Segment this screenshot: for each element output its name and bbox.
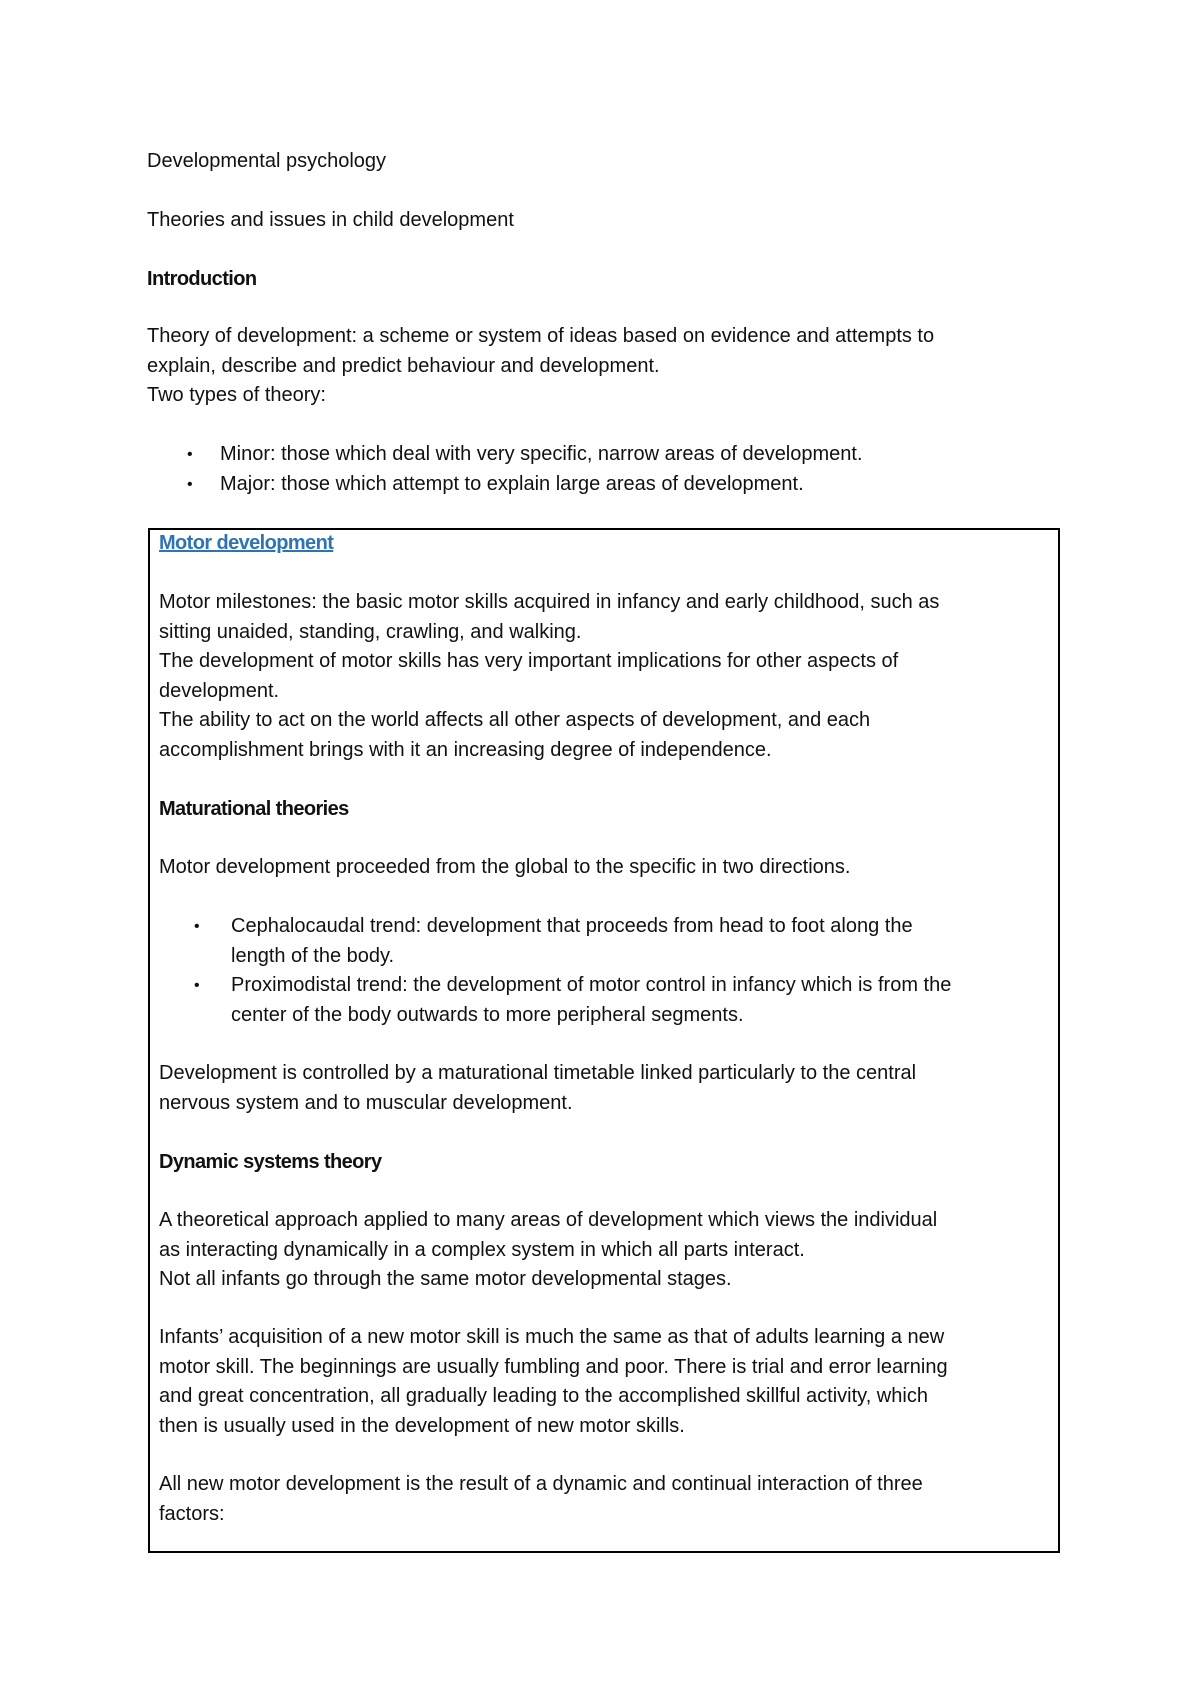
paragraph-line: motor skill. The beginnings are usually fumbling and poor. There is trial and error learning [159,1355,948,1378]
paragraph-line: Development is controlled by a maturational timetable linked particularly to the central [159,1062,917,1084]
intro-heading: Introduction [147,268,257,290]
list-item-text: length of the body. [231,944,395,967]
paragraph-line: then is usually used in the development of new motor skills. [159,1414,685,1437]
paragraph-line: Infants’ acquisition of a new motor skill is much the same as that of adults learning a new [159,1326,945,1348]
bullet-icon: • [194,918,200,935]
intro-bullet-list [187,440,863,499]
maturational-heading: Maturational theories [159,798,349,820]
dynamic-systems-heading: Dynamic systems theory [159,1151,382,1173]
list-item [194,971,951,1030]
intro-line: Two types of theory: [147,384,326,406]
paragraph-line: and great concentration, all gradually leading to the accomplished skillful activity, which [159,1385,928,1407]
paragraph-line: All new motor development is the result of a dynamic and continual interaction of three [159,1473,923,1495]
list-item [187,440,863,470]
maturational-intro: Motor development proceeded from the global to the specific in two directions. [159,856,851,878]
bullet-icon: • [187,475,193,493]
list-item-text: Cephalocaudal trend: development that proceeds from head to foot along the [231,915,913,937]
maturational-summary [159,1059,916,1118]
list-item-text: Proximodistal trend: the development of motor control in infancy which is from the [231,974,952,996]
list-item [194,912,951,971]
paragraph-line: factors: [159,1502,225,1525]
list-item-text: center of the body outwards to more peripheral segments. [231,1003,744,1026]
document-title: Developmental psychology [147,150,387,172]
dynamic-paragraph-3 [159,1470,923,1529]
bullet-icon: • [187,446,193,463]
paragraph-line: sitting unaided, standing, crawling, and walking. [159,620,582,643]
intro-paragraph [147,322,934,411]
paragraph-line: The ability to act on the world affects all other aspects of development, and each [159,709,871,731]
document-subtitle: Theories and issues in child development [147,209,514,231]
maturational-bullet-list [194,912,951,1030]
paragraph-line: accomplishment brings with it an increasing degree of independence. [159,738,772,761]
paragraph-line: nervous system and to muscular development. [159,1091,573,1114]
motor-development-heading-link[interactable]: Motor development [159,532,334,554]
paragraph-line: development. [159,679,280,702]
intro-line: explain, describe and predict behaviour and development. [147,354,660,377]
list-item-text: Major: those which attempt to explain large areas of development. [220,472,804,495]
dynamic-paragraph-2 [159,1323,948,1441]
paragraph-line: as interacting dynamically in a complex system in which all parts interact. [159,1238,805,1261]
intro-line: Theory of development: a scheme or system of ideas based on evidence and attempts to [147,325,935,347]
paragraph-line: Motor milestones: the basic motor skills acquired in infancy and early childhood, such as [159,591,940,613]
bullet-icon: • [194,977,200,994]
list-item-text: Minor: those which deal with very specific, narrow areas of development. [220,443,863,465]
list-item [187,470,863,500]
motor-milestones-paragraph [159,588,939,765]
paragraph-line: The development of motor skills has very important implications for other aspects of [159,650,899,672]
paragraph-line: A theoretical approach applied to many areas of development which views the individual [159,1209,938,1231]
dynamic-paragraph-1 [159,1206,937,1295]
paragraph-line: Not all infants go through the same motor developmental stages. [159,1268,732,1290]
